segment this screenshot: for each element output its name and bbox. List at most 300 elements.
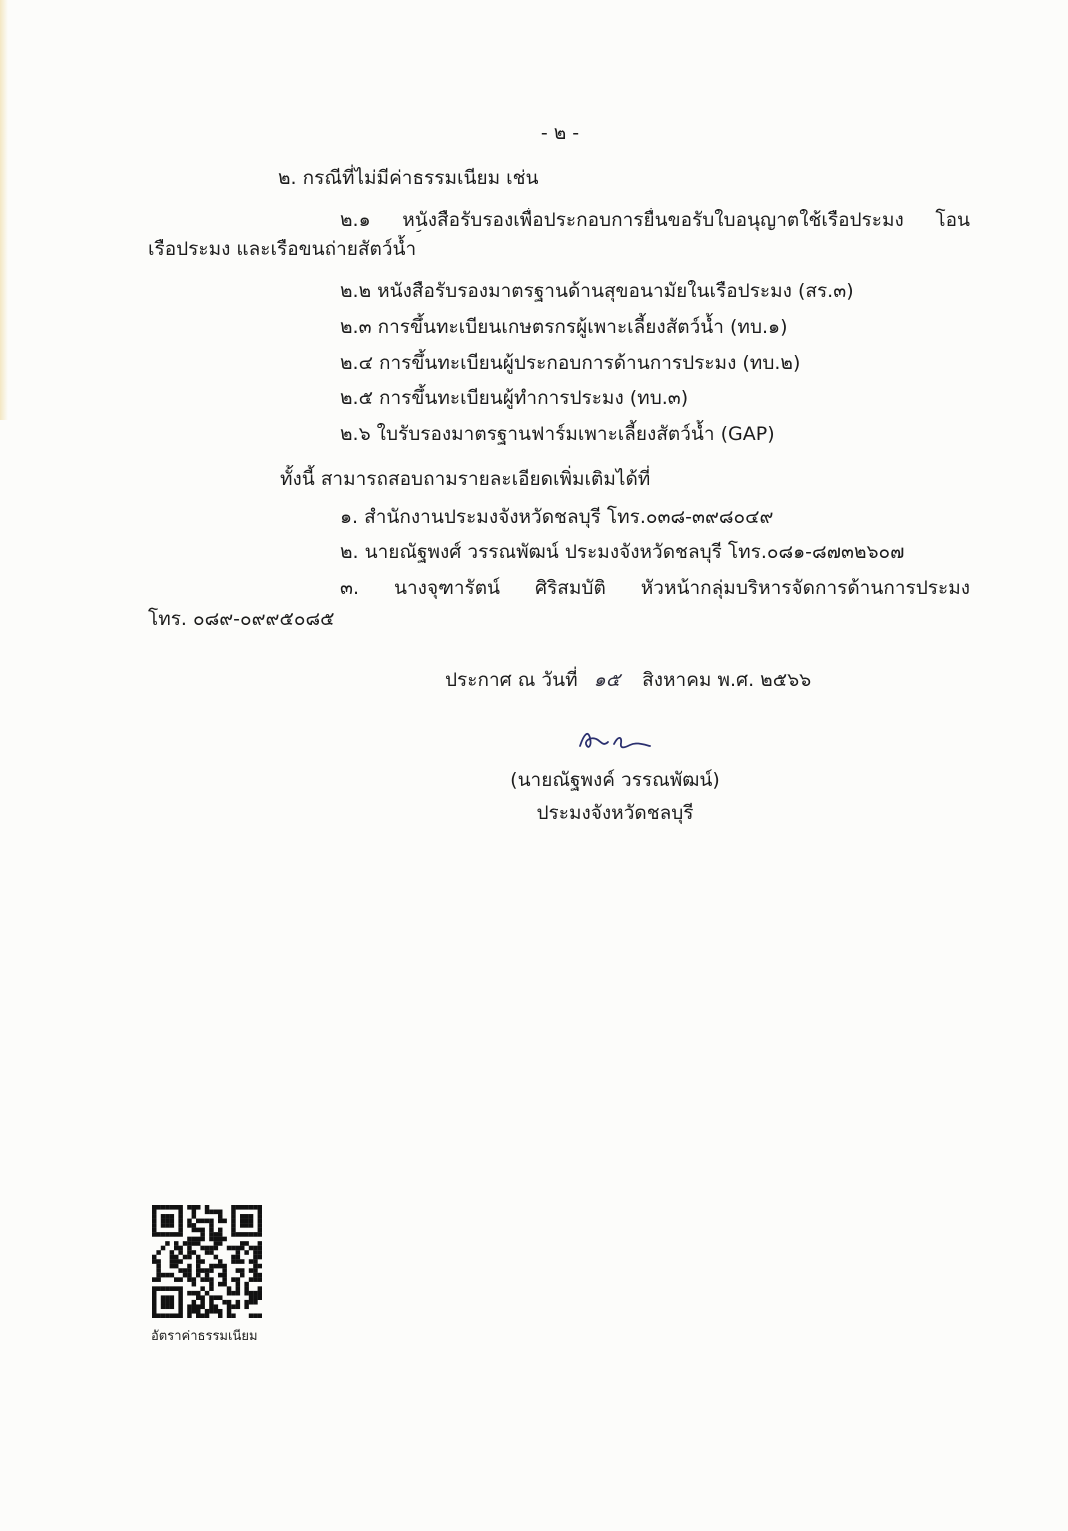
announcement-month-year: สิงหาคม พ.ศ. ๒๕๖๖ (642, 669, 812, 691)
qr-module (218, 1259, 222, 1264)
qr-module (244, 1223, 248, 1228)
qr-module (231, 1210, 235, 1215)
qr-module (152, 1214, 156, 1219)
qr-module (253, 1268, 257, 1273)
qr-module (253, 1259, 257, 1264)
qr-module (214, 1232, 218, 1237)
qr-module (253, 1300, 257, 1305)
qr-module (156, 1264, 160, 1269)
qr-module (187, 1250, 191, 1255)
qr-module (200, 1219, 204, 1224)
qr-module (192, 1300, 196, 1305)
qr-module (187, 1237, 191, 1242)
qr-module (178, 1228, 182, 1233)
qr-module (161, 1304, 165, 1309)
qr-module (178, 1232, 182, 1237)
qr-module (222, 1264, 226, 1269)
qr-module (161, 1246, 165, 1251)
qr-module (253, 1250, 257, 1255)
qr-module (244, 1286, 248, 1291)
qr-module (196, 1241, 200, 1246)
qr-module (258, 1291, 262, 1296)
qr-module (165, 1241, 169, 1246)
qr-module (218, 1313, 222, 1318)
qr-module (218, 1210, 222, 1215)
qr-module (192, 1214, 196, 1219)
no-fee-item-4: ๒.๔ การขึ้นทะเบียนผู้ประกอบการด้านการประมง (ทบ.๒) (340, 352, 801, 374)
qr-module (205, 1210, 209, 1215)
qr-module (231, 1313, 235, 1318)
qr-module (214, 1309, 218, 1314)
qr-module (192, 1282, 196, 1287)
qr-module (196, 1259, 200, 1264)
qr-module (218, 1241, 222, 1246)
qr-module (236, 1250, 240, 1255)
qr-module (178, 1214, 182, 1219)
qr-module (170, 1232, 174, 1237)
qr-module (178, 1205, 182, 1210)
qr-module (187, 1268, 191, 1273)
qr-module (200, 1286, 204, 1291)
qr-module (249, 1295, 253, 1300)
qr-module (231, 1232, 235, 1237)
qr-module (196, 1264, 200, 1269)
qr-module (178, 1313, 182, 1318)
qr-module (200, 1304, 204, 1309)
qr-module (222, 1277, 226, 1282)
qr-module (174, 1277, 178, 1282)
qr-module (178, 1223, 182, 1228)
qr-module (174, 1241, 178, 1246)
qr-module (240, 1214, 244, 1219)
qr-module (236, 1268, 240, 1273)
qr-module (178, 1277, 182, 1282)
qr-module (227, 1313, 231, 1318)
qr-module (152, 1309, 156, 1314)
qr-module (178, 1304, 182, 1309)
qr-module (231, 1277, 235, 1282)
qr-module (258, 1286, 262, 1291)
qr-module (205, 1309, 209, 1314)
qr-module (209, 1300, 213, 1305)
qr-module (253, 1273, 257, 1278)
qr-module (244, 1300, 248, 1305)
qr-module (178, 1246, 182, 1251)
qr-module (249, 1268, 253, 1273)
qr-module (214, 1264, 218, 1269)
qr-module (218, 1282, 222, 1287)
qr-module (196, 1295, 200, 1300)
qr-module (253, 1255, 257, 1260)
qr-module (165, 1219, 169, 1224)
qr-module (187, 1291, 191, 1296)
qr-module (227, 1309, 231, 1314)
qr-module (258, 1277, 262, 1282)
no-fee-item-3: ๒.๓ การขึ้นทะเบียนเกษตรกรผู้เพาะเลี้ยงสัตว์น้ำ (ทบ.๑) (340, 316, 788, 338)
qr-module (178, 1291, 182, 1296)
qr-module (227, 1304, 231, 1309)
qr-module (187, 1313, 191, 1318)
qr-module (152, 1291, 156, 1296)
qr-module (236, 1300, 240, 1305)
qr-module (218, 1264, 222, 1269)
qr-module (187, 1255, 191, 1260)
qr-module (200, 1295, 204, 1300)
qr-module (227, 1300, 231, 1305)
qr-module (170, 1286, 174, 1291)
qr-module (187, 1304, 191, 1309)
qr-module (161, 1300, 165, 1305)
qr-module (183, 1241, 187, 1246)
qr-module (200, 1259, 204, 1264)
qr-module (192, 1309, 196, 1314)
qr-module (205, 1205, 209, 1210)
qr-module (240, 1241, 244, 1246)
qr-module (200, 1313, 204, 1318)
qr-module (249, 1259, 253, 1264)
qr-module (174, 1205, 178, 1210)
qr-module (244, 1232, 248, 1237)
qr-module (183, 1273, 187, 1278)
qr-module (205, 1313, 209, 1318)
qr-module (196, 1205, 200, 1210)
qr-module (152, 1232, 156, 1237)
qr-module (209, 1219, 213, 1224)
qr-module (178, 1250, 182, 1255)
qr-module (253, 1295, 257, 1300)
qr-module (209, 1304, 213, 1309)
signatory-name: (นายณัฐพงค์ วรรณพัฒน์) (510, 769, 720, 791)
qr-module (170, 1304, 174, 1309)
qr-module (192, 1304, 196, 1309)
qr-module (240, 1223, 244, 1228)
qr-module (196, 1255, 200, 1260)
qr-module (187, 1309, 191, 1314)
qr-module (152, 1300, 156, 1305)
announcement-day: ๑๕ (593, 669, 621, 691)
qr-module (218, 1228, 222, 1233)
qr-module (196, 1304, 200, 1309)
qr-module (178, 1295, 182, 1300)
qr-module (231, 1205, 235, 1210)
qr-module (222, 1282, 226, 1287)
qr-module (218, 1309, 222, 1314)
qr-module (161, 1232, 165, 1237)
qr-module (183, 1255, 187, 1260)
qr-module (178, 1286, 182, 1291)
qr-module (253, 1205, 257, 1210)
qr-module (240, 1259, 244, 1264)
qr-module (174, 1255, 178, 1260)
qr-module (156, 1277, 160, 1282)
contact-item-1: ๑. สำนักงานประมงจังหวัดชลบุรี โทร.๐๓๘-๓๙๘๐๔๙ (340, 506, 774, 528)
qr-module (209, 1228, 213, 1233)
qr-module (222, 1300, 226, 1305)
qr-module (231, 1304, 235, 1309)
qr-module (258, 1205, 262, 1210)
qr-module (244, 1291, 248, 1296)
qr-module (222, 1219, 226, 1224)
qr-module (218, 1219, 222, 1224)
qr-module (183, 1268, 187, 1273)
qr-module (253, 1246, 257, 1251)
qr-module (236, 1259, 240, 1264)
qr-module (214, 1237, 218, 1242)
qr-module (156, 1259, 160, 1264)
qr-module (222, 1268, 226, 1273)
qr-module (152, 1313, 156, 1318)
qr-module (196, 1273, 200, 1278)
qr-module (205, 1273, 209, 1278)
qr-module (249, 1232, 253, 1237)
qr-module (214, 1246, 218, 1251)
qr-module (240, 1205, 244, 1210)
qr-module (152, 1255, 156, 1260)
qr-module (236, 1304, 240, 1309)
qr-module (218, 1237, 222, 1242)
qr-module (205, 1219, 209, 1224)
qr-module (214, 1295, 218, 1300)
qr-module (240, 1219, 244, 1224)
qr-module (244, 1214, 248, 1219)
qr-module (165, 1295, 169, 1300)
qr-module (178, 1210, 182, 1215)
qr-module (165, 1232, 169, 1237)
qr-module (152, 1223, 156, 1228)
qr-module (236, 1277, 240, 1282)
qr-module (227, 1286, 231, 1291)
qr-module (231, 1219, 235, 1224)
qr-module (165, 1313, 169, 1318)
qr-module (156, 1232, 160, 1237)
qr-module (165, 1205, 169, 1210)
qr-module (258, 1250, 262, 1255)
qr-module (249, 1313, 253, 1318)
qr-module (174, 1264, 178, 1269)
qr-module (258, 1313, 262, 1318)
qr-module (192, 1250, 196, 1255)
qr-module (205, 1277, 209, 1282)
qr-module (200, 1268, 204, 1273)
qr-module (174, 1259, 178, 1264)
qr-module (209, 1309, 213, 1314)
qr-module (200, 1232, 204, 1237)
qr-module (174, 1313, 178, 1318)
qr-module (178, 1309, 182, 1314)
qr-module (209, 1277, 213, 1282)
qr-module (174, 1232, 178, 1237)
qr-module (192, 1223, 196, 1228)
qr-module (165, 1273, 169, 1278)
qr-module (174, 1286, 178, 1291)
qr-module (196, 1237, 200, 1242)
qr-module (161, 1295, 165, 1300)
qr-module (240, 1246, 244, 1251)
qr-caption: อัตราค่าธรรมเนียม (151, 1329, 258, 1344)
qr-module (205, 1291, 209, 1296)
qr-module (165, 1300, 169, 1305)
qr-module (258, 1255, 262, 1260)
qr-module (156, 1205, 160, 1210)
qr-module (200, 1246, 204, 1251)
announcement-date (445, 668, 811, 692)
qr-module (165, 1304, 169, 1309)
qr-module (258, 1219, 262, 1224)
qr-module (187, 1246, 191, 1251)
qr-module (152, 1228, 156, 1233)
qr-module (209, 1210, 213, 1215)
qr-module (170, 1300, 174, 1305)
contact-item-3: ๓. นางจุฑารัตน์ ศิริสมบัติ หัวหน้ากลุ่มบริหารจัดการด้านการประมง (340, 577, 970, 599)
qr-module (240, 1273, 244, 1278)
qr-module (258, 1223, 262, 1228)
qr-module (178, 1219, 182, 1224)
qr-module (156, 1273, 160, 1278)
no-fee-item-6: ๒.๖ ใบรับรองมาตรฐานฟาร์มเพาะเลี้ยงสัตว์น้ำ (GAP) (340, 423, 775, 445)
qr-module (161, 1313, 165, 1318)
qr-module (258, 1232, 262, 1237)
qr-module (209, 1268, 213, 1273)
qr-module (192, 1277, 196, 1282)
qr-module (170, 1273, 174, 1278)
qr-module (218, 1232, 222, 1237)
qr-module (209, 1250, 213, 1255)
qr-module (187, 1277, 191, 1282)
no-fee-item-1-continuation: เรือประมง และเรือขนถ่ายสัตว์น้ำ (148, 238, 417, 260)
qr-module (192, 1291, 196, 1296)
qr-module (170, 1214, 174, 1219)
qr-module (222, 1237, 226, 1242)
no-fee-item-2: ๒.๒ หนังสือรับรองมาตรฐานด้านสุขอนามัยในเรือประมง (สร.๓) (340, 280, 854, 302)
qr-module (170, 1250, 174, 1255)
qr-module (209, 1295, 213, 1300)
qr-module (253, 1232, 257, 1237)
qr-module (205, 1246, 209, 1251)
qr-module (222, 1273, 226, 1278)
qr-module (152, 1219, 156, 1224)
qr-module (161, 1205, 165, 1210)
qr-module (249, 1300, 253, 1305)
qr-module (187, 1223, 191, 1228)
qr-module (178, 1259, 182, 1264)
qr-module (236, 1232, 240, 1237)
qr-module (152, 1286, 156, 1291)
qr-module (258, 1241, 262, 1246)
qr-module (258, 1246, 262, 1251)
qr-module (200, 1228, 204, 1233)
qr-module (152, 1210, 156, 1215)
qr-module (244, 1241, 248, 1246)
qr-module (187, 1241, 191, 1246)
qr-module (209, 1232, 213, 1237)
qr-module (161, 1273, 165, 1278)
qr-module (161, 1219, 165, 1224)
qr-module (218, 1214, 222, 1219)
no-fee-item-5: ๒.๕ การขึ้นทะเบียนผู้ทำการประมง (ทบ.๓) (340, 387, 689, 409)
qr-module (200, 1237, 204, 1242)
qr-module (244, 1282, 248, 1287)
qr-module (236, 1282, 240, 1287)
qr-module (240, 1268, 244, 1273)
qr-module (209, 1246, 213, 1251)
qr-module (240, 1232, 244, 1237)
qr-module (218, 1273, 222, 1278)
qr-module (170, 1313, 174, 1318)
qr-module (161, 1223, 165, 1228)
qr-module (178, 1268, 182, 1273)
qr-module (214, 1241, 218, 1246)
qr-module (196, 1228, 200, 1233)
qr-module (170, 1255, 174, 1260)
qr-module (209, 1264, 213, 1269)
qr-module (258, 1214, 262, 1219)
qr-module (156, 1250, 160, 1255)
qr-module (174, 1246, 178, 1251)
qr-module (258, 1264, 262, 1269)
qr-module (236, 1286, 240, 1291)
qr-module (187, 1219, 191, 1224)
qr-module (249, 1291, 253, 1296)
contact-item-3-continuation: โทร. ๐๘๙-๐๙๙๕๐๘๕ (148, 608, 335, 630)
scan-edge-shadow (0, 0, 8, 420)
qr-module (205, 1250, 209, 1255)
qr-module (156, 1313, 160, 1318)
qr-module (161, 1214, 165, 1219)
qr-module (244, 1304, 248, 1309)
qr-module (231, 1223, 235, 1228)
qr-module (152, 1259, 156, 1264)
qr-module (253, 1277, 257, 1282)
qr-module (258, 1273, 262, 1278)
qr-module (258, 1228, 262, 1233)
qr-module (156, 1286, 160, 1291)
qr-module (170, 1295, 174, 1300)
qr-module (170, 1205, 174, 1210)
qr-module (209, 1223, 213, 1228)
qr-module (209, 1286, 213, 1291)
qr-module (249, 1223, 253, 1228)
qr-module (170, 1259, 174, 1264)
qr-module (244, 1205, 248, 1210)
qr-module (231, 1214, 235, 1219)
qr-module (236, 1291, 240, 1296)
qr-module (253, 1313, 257, 1318)
qr-module (231, 1255, 235, 1260)
qr-module (156, 1268, 160, 1273)
qr-module (236, 1255, 240, 1260)
qr-module (253, 1264, 257, 1269)
qr-module (196, 1219, 200, 1224)
qr-module (192, 1241, 196, 1246)
qr-module (165, 1223, 169, 1228)
qr-module (196, 1313, 200, 1318)
qr-module (200, 1300, 204, 1305)
qr-module (214, 1210, 218, 1215)
qr-module (258, 1210, 262, 1215)
qr-module (244, 1219, 248, 1224)
announcement-prefix: ประกาศ ณ วันที่ (445, 669, 578, 691)
qr-module (249, 1214, 253, 1219)
qr-module (200, 1277, 204, 1282)
qr-module (170, 1223, 174, 1228)
contacts-intro: ทั้งนี้ สามารถสอบถามรายละเอียดเพิ่มเติมได้ที่ (280, 468, 651, 490)
qr-module (209, 1237, 213, 1242)
signatory-position: ประมงจังหวัดชลบุรี (536, 802, 694, 824)
qr-module (214, 1304, 218, 1309)
qr-module (165, 1214, 169, 1219)
qr-module (231, 1259, 235, 1264)
qr-module (218, 1295, 222, 1300)
